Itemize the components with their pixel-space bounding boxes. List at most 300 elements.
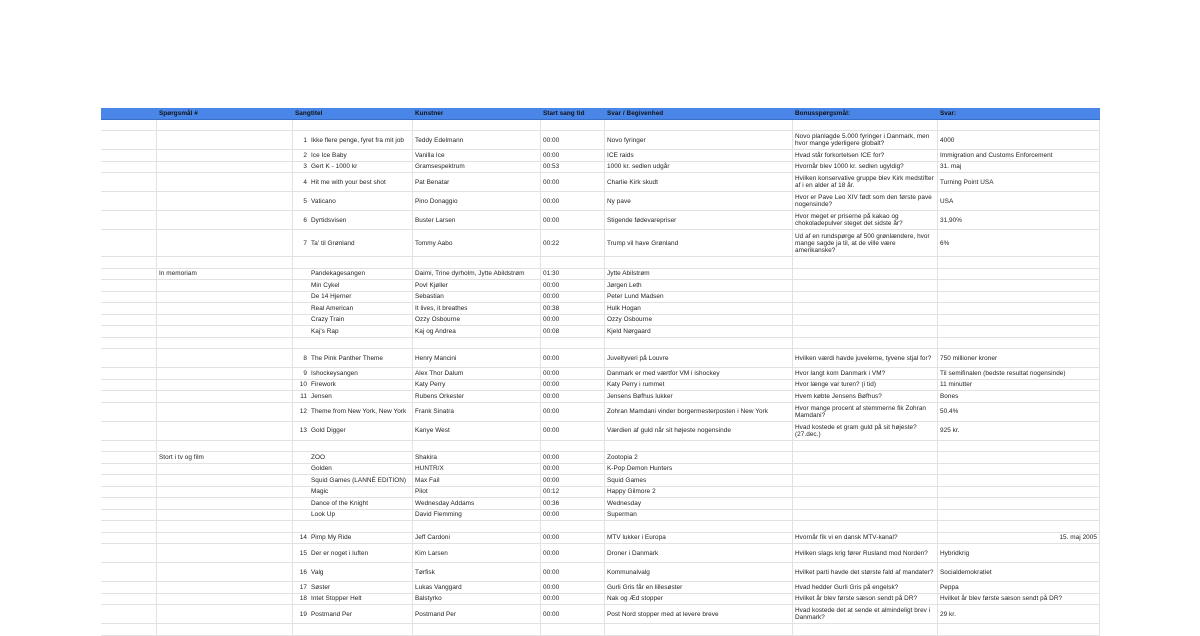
row-gutter-cell[interactable] [101,624,157,635]
event-cell[interactable] [605,624,793,635]
artist-cell[interactable] [413,338,541,349]
start-time-cell[interactable]: 00:00 [541,131,605,149]
artist-cell[interactable]: Frank Sinatra [413,403,541,421]
song-cell[interactable] [293,582,413,593]
row-gutter-cell[interactable] [101,315,157,326]
artist-cell[interactable]: Sebastian [413,292,541,303]
song-cell[interactable] [293,391,413,402]
event-cell[interactable]: Ny pave [605,192,793,210]
event-cell[interactable] [605,338,793,349]
song-cell[interactable] [293,192,413,210]
section-cell[interactable] [157,368,293,379]
section-cell[interactable] [157,131,293,149]
start-time-cell[interactable]: 00:00 [541,533,605,544]
song-cell[interactable] [293,230,413,256]
start-time-cell[interactable]: 00:36 [541,498,605,509]
answer-cell[interactable] [938,464,1100,475]
section-cell[interactable] [157,120,293,131]
start-time-cell[interactable]: 00:53 [541,162,605,173]
row-gutter-cell[interactable] [101,269,157,280]
header-answer[interactable]: Svar: [938,108,1100,119]
start-time-cell[interactable]: 00:00 [541,380,605,391]
song-cell[interactable] [293,605,413,623]
artist-cell[interactable]: Postmand Per [413,605,541,623]
section-cell[interactable]: Stort i tv og film [157,452,293,463]
song-cell[interactable] [293,338,413,349]
row-gutter-cell[interactable] [101,292,157,303]
row-gutter-cell[interactable] [101,120,157,131]
event-cell[interactable]: Superman [605,510,793,521]
start-time-cell[interactable] [541,338,605,349]
answer-cell[interactable] [938,624,1100,635]
bonus-question-cell[interactable]: Hvor mange procent af stemmerne fik Zohran Mamdani? [793,403,938,421]
answer-cell[interactable] [938,475,1100,486]
answer-cell[interactable] [938,315,1100,326]
start-time-cell[interactable]: 00:00 [541,211,605,229]
section-cell[interactable] [157,173,293,191]
song-cell[interactable] [293,257,413,268]
song-cell[interactable] [293,475,413,486]
bonus-question-cell[interactable]: Hvad står forkortelsen ICE for? [793,150,938,161]
song-cell[interactable] [293,403,413,421]
bonus-question-cell[interactable]: Hvornår blev 1000 kr. sedlen ugyldig? [793,162,938,173]
song-cell[interactable] [293,315,413,326]
event-cell[interactable]: Gurli Gris får en lillesøster [605,582,793,593]
answer-cell[interactable]: USA [938,192,1100,210]
answer-cell[interactable] [938,292,1100,303]
answer-cell[interactable]: 11 minutter [938,380,1100,391]
answer-cell[interactable]: Bones [938,391,1100,402]
row-gutter-cell[interactable] [101,257,157,268]
row-gutter-cell[interactable] [101,326,157,337]
answer-cell[interactable] [938,303,1100,314]
answer-cell[interactable]: 15. maj 2005 [938,533,1100,544]
song-cell[interactable] [293,120,413,131]
row-gutter-cell[interactable] [101,368,157,379]
row-gutter-cell[interactable] [101,192,157,210]
row-gutter-cell[interactable] [101,230,157,256]
event-cell[interactable]: Nak og Æd stopper [605,594,793,605]
answer-cell[interactable] [938,498,1100,509]
bonus-question-cell[interactable]: Hvor langt kom Danmark i VM? [793,368,938,379]
row-gutter-cell[interactable] [101,487,157,498]
song-cell[interactable] [293,464,413,475]
song-cell[interactable] [293,487,413,498]
answer-cell[interactable] [938,269,1100,280]
header-cell-empty[interactable] [101,108,157,119]
section-cell[interactable] [157,338,293,349]
bonus-question-cell[interactable]: Hvilket år blev første sæson sendt på DR? [793,594,938,605]
row-gutter-cell[interactable] [101,521,157,532]
song-cell[interactable] [293,452,413,463]
start-time-cell[interactable]: 00:00 [541,391,605,402]
artist-cell[interactable]: Pilot [413,487,541,498]
bonus-question-cell[interactable] [793,120,938,131]
song-cell[interactable] [293,269,413,280]
bonus-question-cell[interactable]: Hvilken slags krig fører Rusland mod Norden? [793,544,938,562]
header-bonus-question[interactable]: Bonusspørgsmål: [793,108,938,119]
artist-cell[interactable] [413,441,541,452]
row-gutter-cell[interactable] [101,349,157,367]
section-cell[interactable] [157,544,293,562]
section-cell[interactable] [157,257,293,268]
header-song-title[interactable]: Sangtitel [293,108,413,119]
row-gutter-cell[interactable] [101,452,157,463]
section-cell[interactable] [157,594,293,605]
row-gutter-cell[interactable] [101,380,157,391]
section-cell[interactable] [157,582,293,593]
section-cell[interactable] [157,326,293,337]
header-start-time[interactable]: Start sang tid [541,108,605,119]
section-cell[interactable] [157,391,293,402]
event-cell[interactable]: Danmark er med værtfor VM i ishockey [605,368,793,379]
event-cell[interactable]: Charlie Kirk skudt [605,173,793,191]
start-time-cell[interactable]: 00:00 [541,422,605,440]
row-gutter-cell[interactable] [101,162,157,173]
bonus-question-cell[interactable] [793,338,938,349]
artist-cell[interactable]: Wednesday Addams [413,498,541,509]
start-time-cell[interactable]: 00:12 [541,487,605,498]
event-cell[interactable]: Kjeld Nørgaard [605,326,793,337]
section-cell[interactable] [157,605,293,623]
song-cell[interactable] [293,521,413,532]
song-cell[interactable] [293,349,413,367]
artist-cell[interactable]: Tørfisk [413,563,541,581]
song-cell[interactable] [293,150,413,161]
answer-cell[interactable] [938,280,1100,291]
answer-cell[interactable] [938,441,1100,452]
answer-cell[interactable]: 6% [938,230,1100,256]
event-cell[interactable] [605,521,793,532]
answer-cell[interactable]: Til semifinalen (bedste resultat nogensinde) [938,368,1100,379]
song-cell[interactable] [293,422,413,440]
artist-cell[interactable]: Henry Mancini [413,349,541,367]
event-cell[interactable]: Stigende fødevarepriser [605,211,793,229]
song-cell[interactable] [293,211,413,229]
section-cell[interactable] [157,510,293,521]
event-cell[interactable]: Katy Perry i rummet [605,380,793,391]
song-cell[interactable] [293,280,413,291]
start-time-cell[interactable]: 00:22 [541,230,605,256]
song-cell[interactable] [293,303,413,314]
artist-cell[interactable] [413,624,541,635]
start-time-cell[interactable]: 00:00 [541,563,605,581]
artist-cell[interactable] [413,257,541,268]
artist-cell[interactable]: David Flemming [413,510,541,521]
event-cell[interactable] [605,257,793,268]
answer-cell[interactable]: Peppa [938,582,1100,593]
section-cell[interactable] [157,292,293,303]
start-time-cell[interactable]: 00:00 [541,192,605,210]
start-time-cell[interactable]: 00:00 [541,582,605,593]
event-cell[interactable]: Hulk Hogan [605,303,793,314]
section-cell[interactable] [157,230,293,256]
event-cell[interactable]: Wednesday [605,498,793,509]
start-time-cell[interactable]: 00:00 [541,464,605,475]
section-cell[interactable] [157,475,293,486]
song-cell[interactable] [293,380,413,391]
bonus-question-cell[interactable] [793,452,938,463]
row-gutter-cell[interactable] [101,544,157,562]
row-gutter-cell[interactable] [101,475,157,486]
section-cell[interactable] [157,162,293,173]
artist-cell[interactable]: Tommy Aabo [413,230,541,256]
event-cell[interactable]: Post Nord stopper med at levere breve [605,605,793,623]
song-cell[interactable] [293,131,413,149]
answer-cell[interactable] [938,257,1100,268]
section-cell[interactable] [157,533,293,544]
section-cell[interactable] [157,487,293,498]
section-cell[interactable] [157,403,293,421]
answer-cell[interactable] [938,338,1100,349]
bonus-question-cell[interactable]: Hvilken konservative gruppe blev Kirk medstifter af i en alder af 18 år. [793,173,938,191]
section-cell[interactable] [157,624,293,635]
bonus-question-cell[interactable] [793,326,938,337]
start-time-cell[interactable]: 00:38 [541,303,605,314]
bonus-question-cell[interactable]: Hvilken værdi havde juvelerne, tyvene stjal for? [793,349,938,367]
artist-cell[interactable]: Gramsespektrum [413,162,541,173]
answer-cell[interactable] [938,326,1100,337]
section-cell[interactable] [157,192,293,210]
row-gutter-cell[interactable] [101,464,157,475]
bonus-question-cell[interactable] [793,257,938,268]
start-time-cell[interactable] [541,257,605,268]
answer-cell[interactable]: Turning Point USA [938,173,1100,191]
artist-cell[interactable]: Daimi, Trine dyrholm, Jytte Abildstrøm [413,269,541,280]
row-gutter-cell[interactable] [101,582,157,593]
song-cell[interactable] [293,441,413,452]
start-time-cell[interactable]: 00:00 [541,510,605,521]
artist-cell[interactable]: Balstyrko [413,594,541,605]
song-cell[interactable] [293,498,413,509]
answer-cell[interactable]: 29 kr. [938,605,1100,623]
bonus-question-cell[interactable] [793,303,938,314]
row-gutter-cell[interactable] [101,403,157,421]
artist-cell[interactable]: Kim Larsen [413,544,541,562]
song-cell[interactable] [293,563,413,581]
start-time-cell[interactable]: 00:00 [541,349,605,367]
artist-cell[interactable]: Alex Thor Dalum [413,368,541,379]
start-time-cell[interactable]: 00:00 [541,594,605,605]
song-cell[interactable] [293,326,413,337]
row-gutter-cell[interactable] [101,211,157,229]
row-gutter-cell[interactable] [101,594,157,605]
section-cell[interactable] [157,498,293,509]
bonus-question-cell[interactable] [793,315,938,326]
bonus-question-cell[interactable] [793,269,938,280]
bonus-question-cell[interactable]: Hvor er Pave Leo XIV født som den første pave nogensinde? [793,192,938,210]
artist-cell[interactable]: Katy Perry [413,380,541,391]
start-time-cell[interactable] [541,120,605,131]
header-question-number[interactable]: Spørgsmål # [157,108,293,119]
row-gutter-cell[interactable] [101,338,157,349]
event-cell[interactable]: Zohran Mamdani vinder borgermesterposten i New York [605,403,793,421]
section-cell[interactable] [157,563,293,581]
bonus-question-cell[interactable] [793,292,938,303]
start-time-cell[interactable]: 00:00 [541,605,605,623]
event-cell[interactable]: Squid Games [605,475,793,486]
section-cell[interactable] [157,521,293,532]
answer-cell[interactable] [938,487,1100,498]
row-gutter-cell[interactable] [101,510,157,521]
song-cell[interactable] [293,162,413,173]
answer-cell[interactable]: 750 millioner kroner [938,349,1100,367]
start-time-cell[interactable]: 00:00 [541,475,605,486]
event-cell[interactable]: Jørgen Leth [605,280,793,291]
song-cell[interactable] [293,624,413,635]
row-gutter-cell[interactable] [101,498,157,509]
header-event[interactable]: Svar / Begivenhed [605,108,793,119]
event-cell[interactable]: Zootopia 2 [605,452,793,463]
start-time-cell[interactable]: 00:00 [541,292,605,303]
row-gutter-cell[interactable] [101,280,157,291]
start-time-cell[interactable]: 00:00 [541,280,605,291]
bonus-question-cell[interactable] [793,280,938,291]
answer-cell[interactable]: 4000 [938,131,1100,149]
answer-cell[interactable]: Socialdemokratiet [938,563,1100,581]
bonus-question-cell[interactable]: Hvilket parti havde det største fald af mandater? [793,563,938,581]
event-cell[interactable]: Happy Gilmore 2 [605,487,793,498]
row-gutter-cell[interactable] [101,441,157,452]
artist-cell[interactable]: Jeff Cardoni [413,533,541,544]
section-cell[interactable] [157,303,293,314]
section-cell[interactable] [157,464,293,475]
bonus-question-cell[interactable] [793,498,938,509]
bonus-question-cell[interactable]: Ud af en rundspørge af 500 grønlændere, hvor mange sagde ja til, at de ville være amerikanske? [793,230,938,256]
row-gutter-cell[interactable] [101,150,157,161]
event-cell[interactable]: ICE raids [605,150,793,161]
artist-cell[interactable] [413,120,541,131]
song-cell[interactable] [293,368,413,379]
row-gutter-cell[interactable] [101,605,157,623]
answer-cell[interactable]: Immigration and Customs Enforcement [938,150,1100,161]
row-gutter-cell[interactable] [101,173,157,191]
row-gutter-cell[interactable] [101,422,157,440]
event-cell[interactable]: Novo fyringer [605,131,793,149]
answer-cell[interactable] [938,120,1100,131]
bonus-question-cell[interactable] [793,475,938,486]
event-cell[interactable]: Jytte Abilstrøm [605,269,793,280]
song-cell[interactable] [293,173,413,191]
bonus-question-cell[interactable] [793,464,938,475]
start-time-cell[interactable] [541,441,605,452]
start-time-cell[interactable]: 00:00 [541,150,605,161]
start-time-cell[interactable] [541,521,605,532]
answer-cell[interactable]: 50.4% [938,403,1100,421]
section-cell[interactable] [157,150,293,161]
section-cell[interactable] [157,349,293,367]
event-cell[interactable]: MTV lukker i Europa [605,533,793,544]
answer-cell[interactable] [938,452,1100,463]
bonus-question-cell[interactable] [793,487,938,498]
answer-cell[interactable]: 925 kr. [938,422,1100,440]
bonus-question-cell[interactable]: Hvor længe var turen? (i tid) [793,380,938,391]
start-time-cell[interactable]: 00:00 [541,315,605,326]
artist-cell[interactable]: Ozzy Osbourne [413,315,541,326]
row-gutter-cell[interactable] [101,533,157,544]
song-cell[interactable] [293,544,413,562]
answer-cell[interactable]: 31. maj [938,162,1100,173]
section-cell[interactable] [157,441,293,452]
artist-cell[interactable]: It lives, it breathes [413,303,541,314]
artist-cell[interactable]: Kaj og Andrea [413,326,541,337]
bonus-question-cell[interactable] [793,624,938,635]
artist-cell[interactable]: HUNTR/X [413,464,541,475]
event-cell[interactable]: Kommunalvalg [605,563,793,581]
event-cell[interactable] [605,441,793,452]
event-cell[interactable]: Peter Lund Madsen [605,292,793,303]
answer-cell[interactable]: Hybridkrig [938,544,1100,562]
section-cell[interactable] [157,422,293,440]
bonus-question-cell[interactable]: Hvor meget er priserne på kakao og chokoladepulver steget det sidste år? [793,211,938,229]
start-time-cell[interactable] [541,624,605,635]
header-artist[interactable]: Kunstner [413,108,541,119]
artist-cell[interactable]: Rubens Orkester [413,391,541,402]
start-time-cell[interactable]: 00:08 [541,326,605,337]
event-cell[interactable]: Ozzy Osbourne [605,315,793,326]
song-cell[interactable] [293,292,413,303]
song-cell[interactable] [293,510,413,521]
bonus-question-cell[interactable] [793,441,938,452]
artist-cell[interactable]: Pino Donaggio [413,192,541,210]
event-cell[interactable]: 1000 kr. sedlen udgår [605,162,793,173]
event-cell[interactable] [605,120,793,131]
answer-cell[interactable]: 31,90% [938,211,1100,229]
start-time-cell[interactable]: 01:30 [541,269,605,280]
answer-cell[interactable] [938,510,1100,521]
section-cell[interactable] [157,380,293,391]
bonus-question-cell[interactable]: Hvad kostede det at sende et almindeligt brev i Danmark? [793,605,938,623]
start-time-cell[interactable]: 00:00 [541,544,605,562]
bonus-question-cell[interactable] [793,521,938,532]
start-time-cell[interactable]: 00:00 [541,452,605,463]
event-cell[interactable]: Droner i Danmark [605,544,793,562]
event-cell[interactable]: K-Pop Demon Hunters [605,464,793,475]
start-time-cell[interactable]: 00:00 [541,173,605,191]
row-gutter-cell[interactable] [101,303,157,314]
section-cell[interactable] [157,280,293,291]
answer-cell[interactable]: Hvilket år blev første sæson sendt på DR? [938,594,1100,605]
bonus-question-cell[interactable]: Hvad kostede et gram guld på sit højeste? (27.dec.) [793,422,938,440]
artist-cell[interactable]: Shakira [413,452,541,463]
artist-cell[interactable]: Pat Benatar [413,173,541,191]
song-cell[interactable] [293,533,413,544]
artist-cell[interactable] [413,521,541,532]
section-cell[interactable] [157,315,293,326]
artist-cell[interactable]: Povl Kjøller [413,280,541,291]
bonus-question-cell[interactable]: Hvad hedder Gurli Gris på engelsk? [793,582,938,593]
bonus-question-cell[interactable]: Hvem købte Jensens Bøfhus? [793,391,938,402]
row-gutter-cell[interactable] [101,391,157,402]
artist-cell[interactable]: Buster Larsen [413,211,541,229]
section-cell[interactable]: In memoriam [157,269,293,280]
bonus-question-cell[interactable]: Novo planlagde 5.000 fyringer i Danmark, men hvor mange yderligere globalt? [793,131,938,149]
event-cell[interactable]: Trump vil have Grønland [605,230,793,256]
section-cell[interactable] [157,211,293,229]
artist-cell[interactable]: Vanilla Ice [413,150,541,161]
song-cell[interactable] [293,594,413,605]
start-time-cell[interactable]: 00:00 [541,368,605,379]
artist-cell[interactable]: Teddy Edelmann [413,131,541,149]
start-time-cell[interactable]: 00:00 [541,403,605,421]
row-gutter-cell[interactable] [101,131,157,149]
bonus-question-cell[interactable]: Hvornår fik vi en dansk MTV-kanal? [793,533,938,544]
artist-cell[interactable]: Kanye West [413,422,541,440]
event-cell[interactable]: Værdien af guld når sit højeste nogensinde [605,422,793,440]
event-cell[interactable]: Jensens Bøfhus lukker [605,391,793,402]
answer-cell[interactable] [938,521,1100,532]
artist-cell[interactable]: Lukas Vanggard [413,582,541,593]
